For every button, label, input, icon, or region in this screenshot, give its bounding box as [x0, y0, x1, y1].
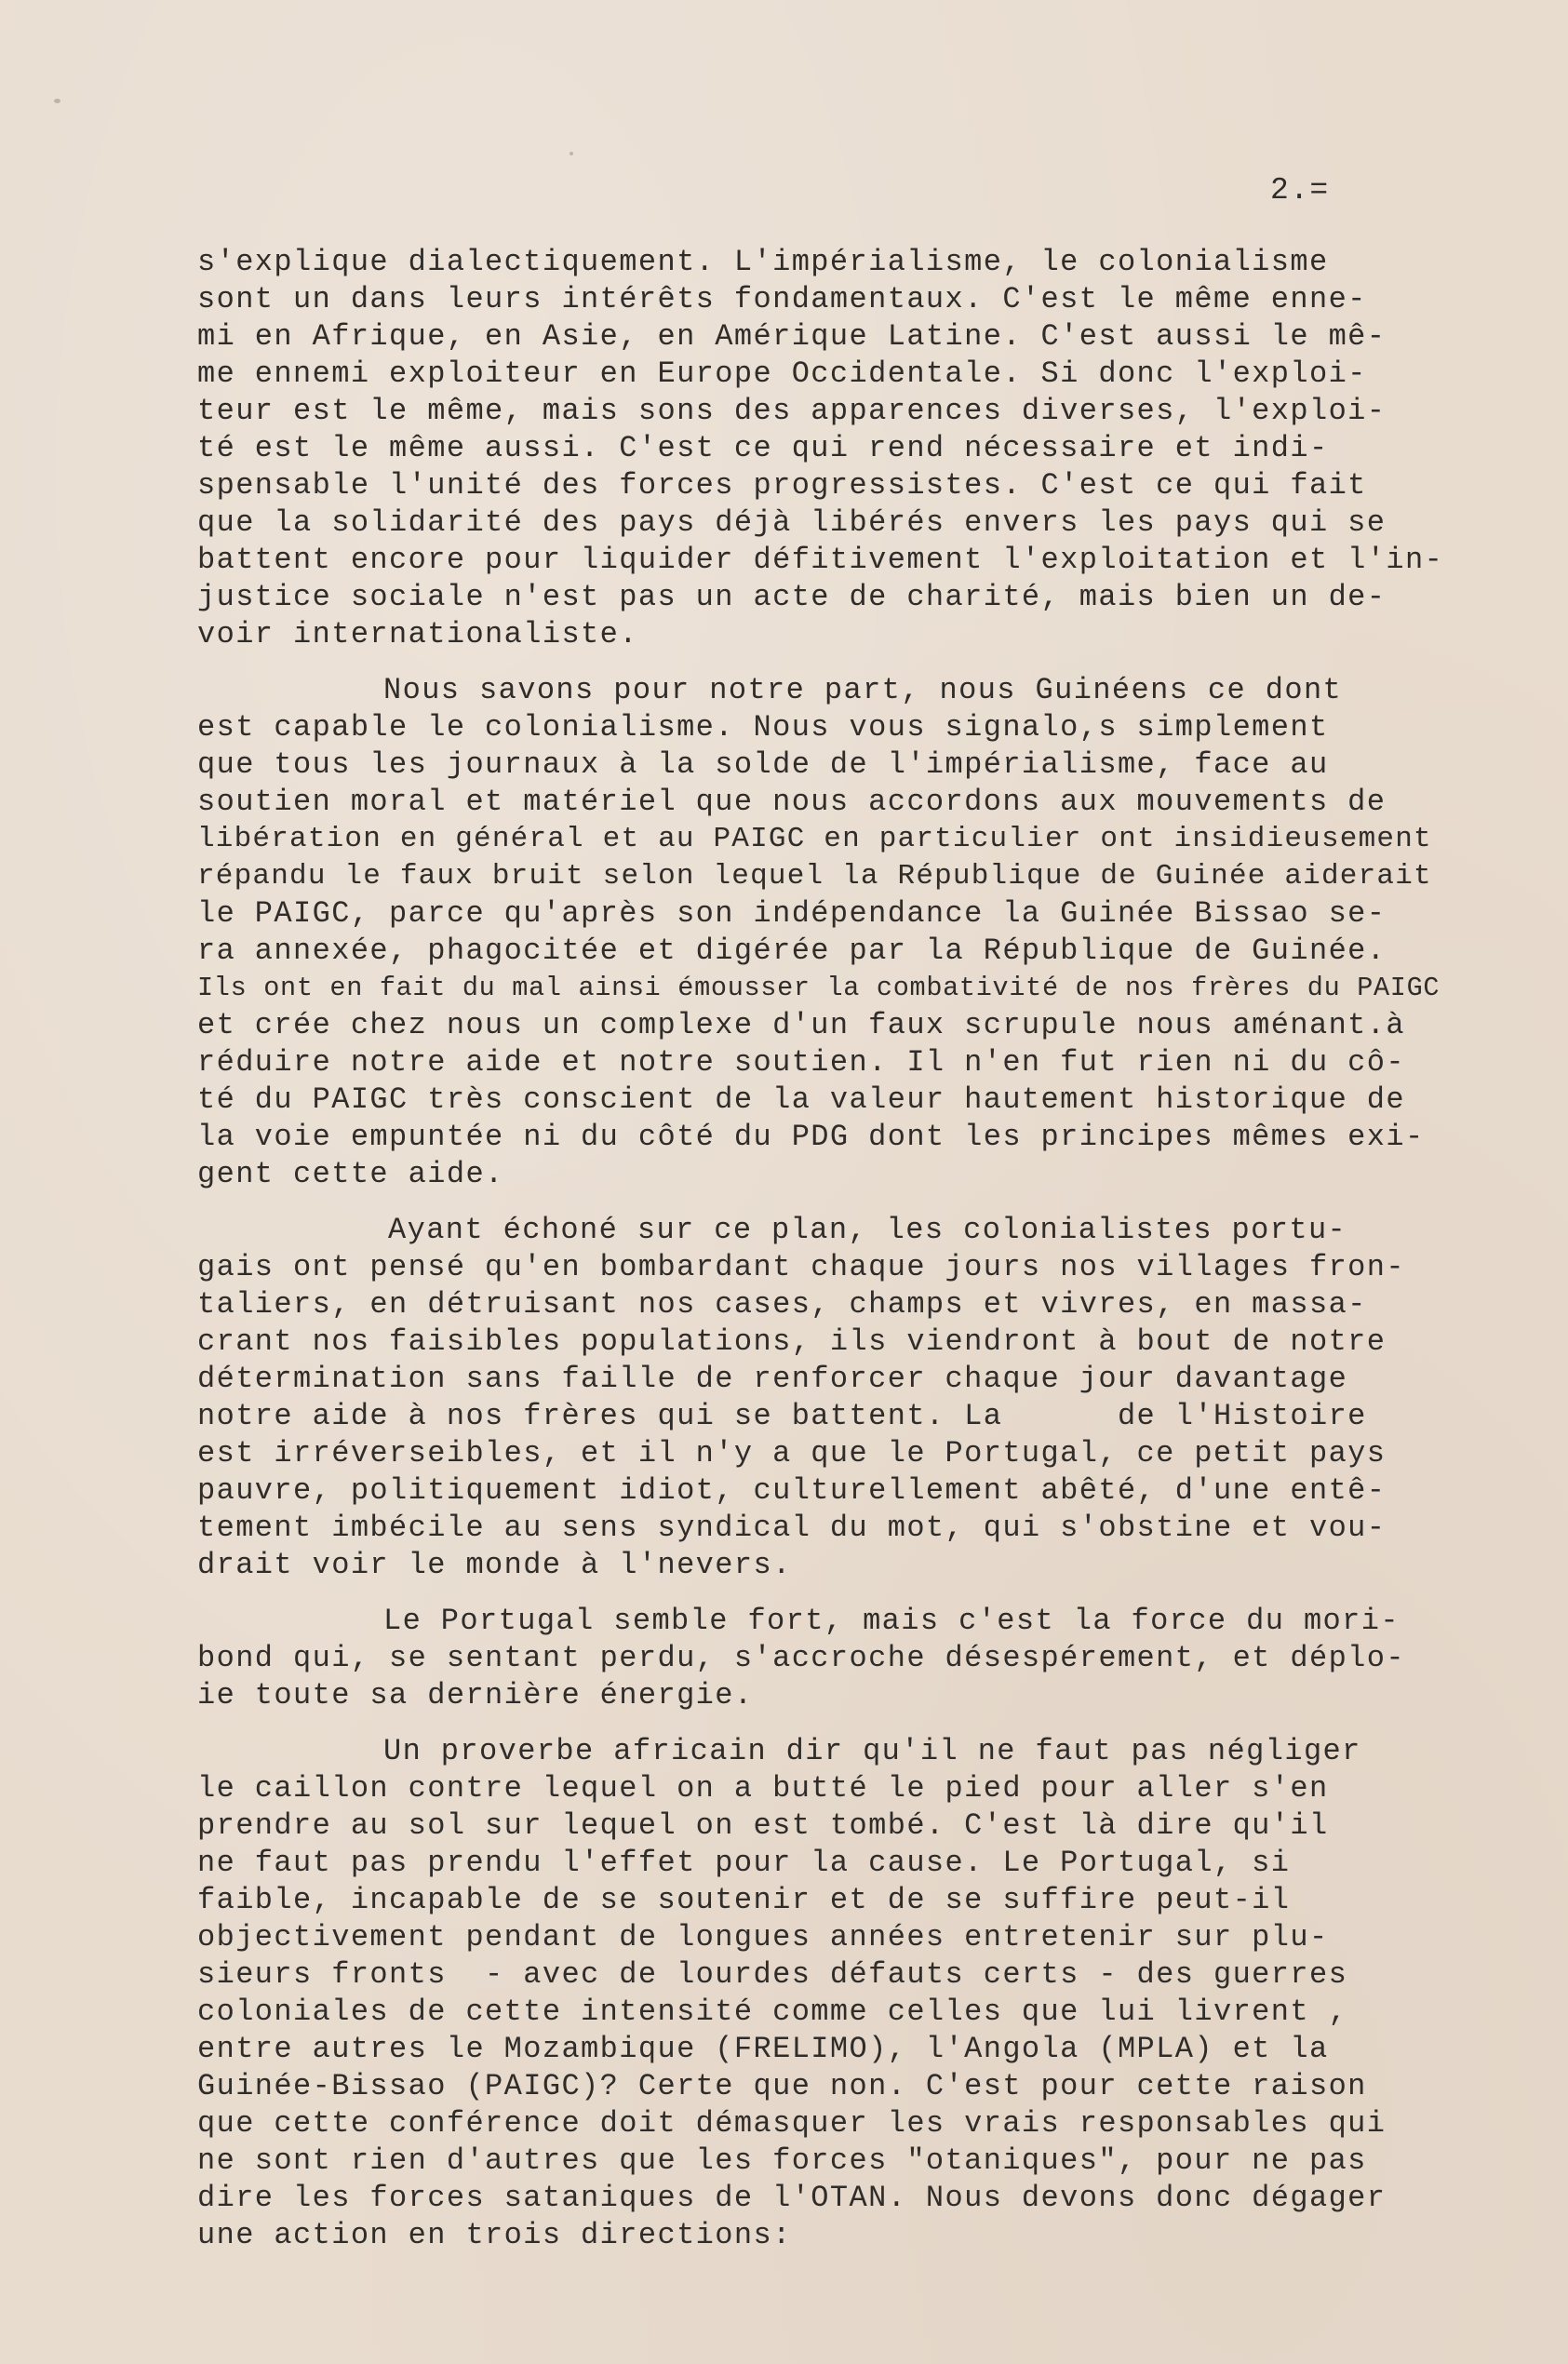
- text-line: crant nos faisibles populations, ils viendront à bout de notre: [197, 1324, 1387, 1359]
- text-line: le caillon contre lequel on a butté le pied pour aller s'en: [197, 1771, 1329, 1806]
- text-line: que tous les journaux à la solde de l'impérialisme, face au: [197, 747, 1329, 782]
- text-line: faible, incapable de se soutenir et de se suffire peut-il: [197, 1883, 1291, 1917]
- page-number: 2.=: [1270, 173, 1330, 208]
- paragraph-5: [197, 1733, 1444, 2254]
- text-line: réduire notre aide et notre soutien. Il n'en fut rien ni du cô-: [197, 1045, 1405, 1080]
- text-line: le PAIGC, parce qu'après son indépendance la Guinée Bissao se-: [197, 896, 1387, 931]
- text-line: Ils ont en fait du mal ainsi émousser la combativité de nos frères du PAIGC: [197, 973, 1441, 1003]
- paragraph-2: [197, 672, 1444, 1193]
- text-line: battent encore pour liquider défitivement l'exploitation et l'in-: [197, 543, 1444, 577]
- text-line: té du PAIGC très conscient de la valeur hautement historique de: [197, 1082, 1405, 1117]
- text-line: dire les forces sataniques de l'OTAN. Nous devons donc dégager: [197, 2181, 1387, 2215]
- text-line: que la solidarité des pays déjà libérés envers les pays qui se: [197, 505, 1387, 540]
- paragraph-4: [197, 1603, 1444, 1714]
- text-line: gais ont pensé qu'en bombardant chaque jours nos villages fron-: [197, 1250, 1405, 1284]
- text-line: Ayant échoné sur ce plan, les colonialistes portu-: [388, 1213, 1347, 1247]
- text-line: Le Portugal semble fort, mais c'est la force du mori-: [383, 1604, 1400, 1638]
- text-line: s'explique dialectiquement. L'impérialisme, le colonialisme: [197, 245, 1329, 279]
- text-line: sieurs fronts - avec de lourdes défauts certs - des guerres: [197, 1957, 1348, 1992]
- text-line: justice sociale n'est pas un acte de charité, mais bien un de-: [197, 580, 1387, 614]
- typed-body-text: [197, 244, 1444, 2254]
- text-line: libération en général et au PAIGC en particulier ont insidieusement: [197, 823, 1432, 855]
- text-line: est irréverseibles, et il n'y a que le Portugal, ce petit pays: [197, 1436, 1387, 1471]
- text-line: prendre au sol sur lequel on est tombé. C'est là dire qu'il: [197, 1808, 1329, 1843]
- paper-blemish: [54, 99, 60, 103]
- paper-blemish: [570, 152, 573, 155]
- text-line: drait voir le monde à l'nevers.: [197, 1548, 792, 1582]
- text-line: gent cette aide.: [197, 1157, 504, 1191]
- text-line: ie toute sa dernière énergie.: [197, 1678, 754, 1713]
- text-line: bond qui, se sentant perdu, s'accroche désespérement, et déplo-: [197, 1641, 1405, 1675]
- text-line: que cette conférence doit démasquer les vrais responsables qui: [197, 2106, 1387, 2141]
- text-line: Un proverbe africain dir qu'il ne faut pas négliger: [383, 1734, 1361, 1768]
- text-line: taliers, en détruisant nos cases, champs et vivres, en massa-: [197, 1287, 1367, 1322]
- text-line: me ennemi exploiteur en Europe Occidentale. Si donc l'exploi-: [197, 356, 1367, 391]
- text-line: entre autres le Mozambique (FRELIMO), l'Angola (MPLA) et la: [197, 2032, 1329, 2066]
- text-line: détermination sans faille de renforcer chaque jour davantage: [197, 1362, 1348, 1396]
- text-line: est capable le colonialisme. Nous vous signalo,s simplement: [197, 710, 1329, 745]
- text-line: tement imbécile au sens syndical du mot, qui s'obstine et vou-: [197, 1511, 1387, 1545]
- text-line: té est le même aussi. C'est ce qui rend nécessaire et indi-: [197, 431, 1329, 465]
- text-line: Nous savons pour notre part, nous Guinéens ce dont: [383, 673, 1343, 707]
- text-line: ne faut pas prendu l'effet pour la cause. Le Portugal, si: [197, 1846, 1291, 1880]
- text-line: ne sont rien d'autres que les forces "otaniques", pour ne pas: [197, 2143, 1367, 2178]
- text-line: Guinée-Bissao (PAIGC)? Certe que non. C'est pour cette raison: [197, 2069, 1367, 2103]
- text-line: mi en Afrique, en Asie, en Amérique Latine. C'est aussi le mê-: [197, 319, 1387, 354]
- text-line: la voie empuntée ni du côté du PDG dont les principes mêmes exi-: [197, 1120, 1425, 1154]
- text-line: sont un dans leurs intérêts fondamentaux. C'est le même enne-: [197, 282, 1367, 316]
- text-line: spensable l'unité des forces progressistes. C'est ce qui fait: [197, 468, 1367, 503]
- text-line: teur est le même, mais sons des apparences diverses, l'exploi-: [197, 394, 1387, 428]
- text-line: notre aide à nos frères qui se battent. La de l'Histoire: [197, 1399, 1367, 1433]
- text-line: objectivement pendant de longues années entretenir sur plu-: [197, 1920, 1329, 1954]
- text-line: répandu le faux bruit selon lequel la République de Guinée aiderait: [197, 860, 1432, 893]
- text-line: une action en trois directions:: [197, 2218, 792, 2252]
- text-line: voir internationaliste.: [197, 617, 638, 651]
- text-line: coloniales de cette intensité comme celles que lui livrent ,: [197, 1995, 1348, 2029]
- paragraph-1: [197, 244, 1444, 653]
- text-line: ra annexée, phagocitée et digérée par la République de Guinée.: [197, 934, 1387, 968]
- paragraph-3: [197, 1212, 1444, 1584]
- text-line: et crée chez nous un complexe d'un faux scrupule nous aménant.à: [197, 1008, 1405, 1042]
- text-line: pauvre, politiquement idiot, culturellement abêté, d'une entê-: [197, 1473, 1387, 1508]
- text-line: soutien moral et matériel que nous accordons aux mouvements de: [197, 785, 1387, 819]
